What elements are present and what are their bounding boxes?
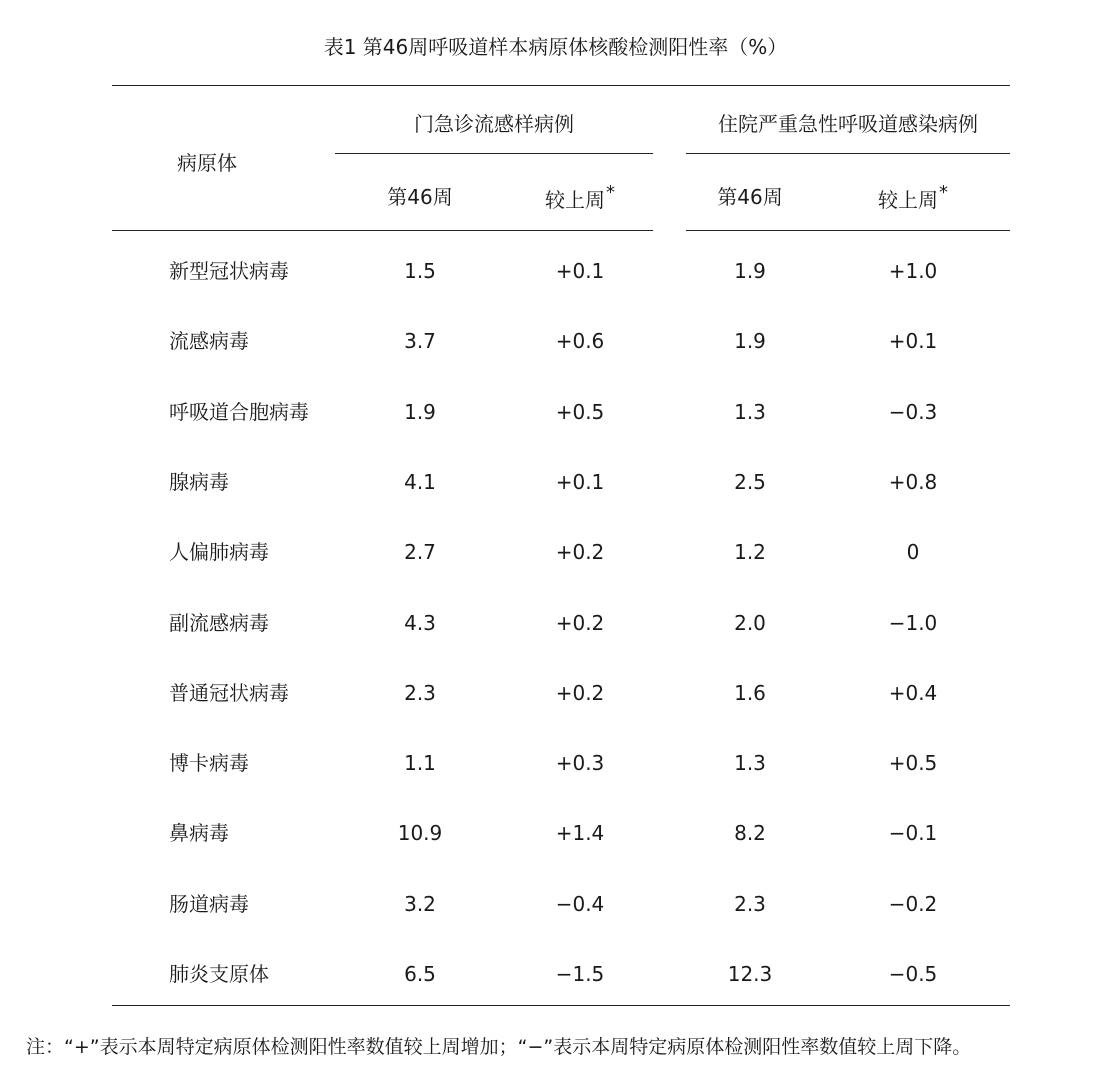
op-change-value: +0.2 (555, 681, 605, 705)
ip-change-value: −1.0 (888, 611, 938, 635)
header-rule-right (686, 230, 1010, 231)
op-change-value: +0.3 (555, 751, 605, 775)
op-week-value: 10.9 (397, 821, 443, 845)
ip-change-value: +0.8 (888, 470, 938, 494)
op-week-value: 1.1 (404, 751, 436, 775)
pathogen-name: 新型冠状病毒 (169, 259, 289, 283)
group-rule-outpatient (335, 153, 653, 154)
pathogen-name: 肺炎支原体 (169, 962, 269, 986)
ip-week-value: 8.2 (734, 821, 766, 845)
op-week-value: 4.1 (404, 470, 436, 494)
op-week-value: 1.9 (404, 400, 436, 424)
op-week-value: 4.3 (404, 611, 436, 635)
ip-change-value: +0.1 (888, 329, 938, 353)
ip-week-value: 1.3 (734, 400, 766, 424)
op-change-value: +0.1 (555, 470, 605, 494)
op-change-value: +1.4 (555, 821, 605, 845)
header-rule-left (112, 230, 653, 231)
ip-change-value: +1.0 (888, 259, 938, 283)
group-rule-inpatient (686, 153, 1010, 154)
header-ip-change-mark: * (939, 182, 948, 203)
op-week-value: 2.7 (404, 540, 436, 564)
pathogen-name: 呼吸道合胞病毒 (169, 400, 309, 424)
op-change-value: +0.2 (555, 611, 605, 635)
pathogen-name: 普通冠状病毒 (169, 681, 289, 705)
pathogen-name: 人偏肺病毒 (169, 540, 269, 564)
pathogen-name: 腺病毒 (169, 470, 229, 494)
ip-week-value: 2.3 (734, 892, 766, 916)
ip-change-value: 0 (906, 540, 920, 564)
table-footnote: 注：“+”表示本周特定病原体检测阳性率数值较上周增加；“−”表示本周特定病原体检测阳性率数值较上周下降。 (26, 1036, 972, 1058)
table-title: 表1 第46周呼吸道样本病原体核酸检测阳性率（%） (323, 35, 788, 59)
pathogen-name: 副流感病毒 (169, 611, 269, 635)
ip-change-value: −0.5 (888, 962, 938, 986)
ip-week-value: 12.3 (727, 962, 773, 986)
ip-week-value: 1.9 (734, 259, 766, 283)
op-change-value: +0.6 (555, 329, 605, 353)
ip-change-value: −0.2 (888, 892, 938, 916)
ip-week-value: 2.5 (734, 470, 766, 494)
ip-week-value: 1.6 (734, 681, 766, 705)
pathogen-name: 流感病毒 (169, 329, 249, 353)
header-ip-change (878, 182, 948, 215)
op-week-value: 6.5 (404, 962, 436, 986)
ip-week-value: 1.2 (734, 540, 766, 564)
op-change-value: +0.1 (555, 259, 605, 283)
header-op-change-label: 较上周 (545, 188, 605, 212)
pathogen-name: 博卡病毒 (169, 751, 249, 775)
header-pathogen: 病原体 (177, 151, 237, 175)
pathogen-name: 鼻病毒 (169, 821, 229, 845)
op-change-value: +0.2 (555, 540, 605, 564)
op-change-value: −1.5 (555, 962, 605, 986)
bottom-rule (112, 1005, 1010, 1006)
ip-week-value: 1.9 (734, 329, 766, 353)
top-rule (112, 85, 1010, 86)
op-week-value: 1.5 (404, 259, 436, 283)
op-week-value: 3.7 (404, 329, 436, 353)
op-change-value: +0.5 (555, 400, 605, 424)
header-group-outpatient: 门急诊流感样病例 (414, 112, 574, 136)
op-week-value: 2.3 (404, 681, 436, 705)
ip-change-value: +0.4 (888, 681, 938, 705)
header-op-week: 第46周 (387, 185, 453, 209)
op-week-value: 3.2 (404, 892, 436, 916)
ip-change-value: −0.3 (888, 400, 938, 424)
ip-week-value: 2.0 (734, 611, 766, 635)
header-ip-week: 第46周 (717, 185, 783, 209)
header-op-change-mark: * (606, 182, 615, 203)
ip-week-value: 1.3 (734, 751, 766, 775)
ip-change-value: +0.5 (888, 751, 938, 775)
pathogen-name: 肠道病毒 (169, 892, 249, 916)
header-op-change (545, 182, 615, 215)
op-change-value: −0.4 (555, 892, 605, 916)
ip-change-value: −0.1 (888, 821, 938, 845)
header-ip-change-label: 较上周 (878, 188, 938, 212)
header-group-inpatient: 住院严重急性呼吸道感染病例 (718, 112, 978, 136)
